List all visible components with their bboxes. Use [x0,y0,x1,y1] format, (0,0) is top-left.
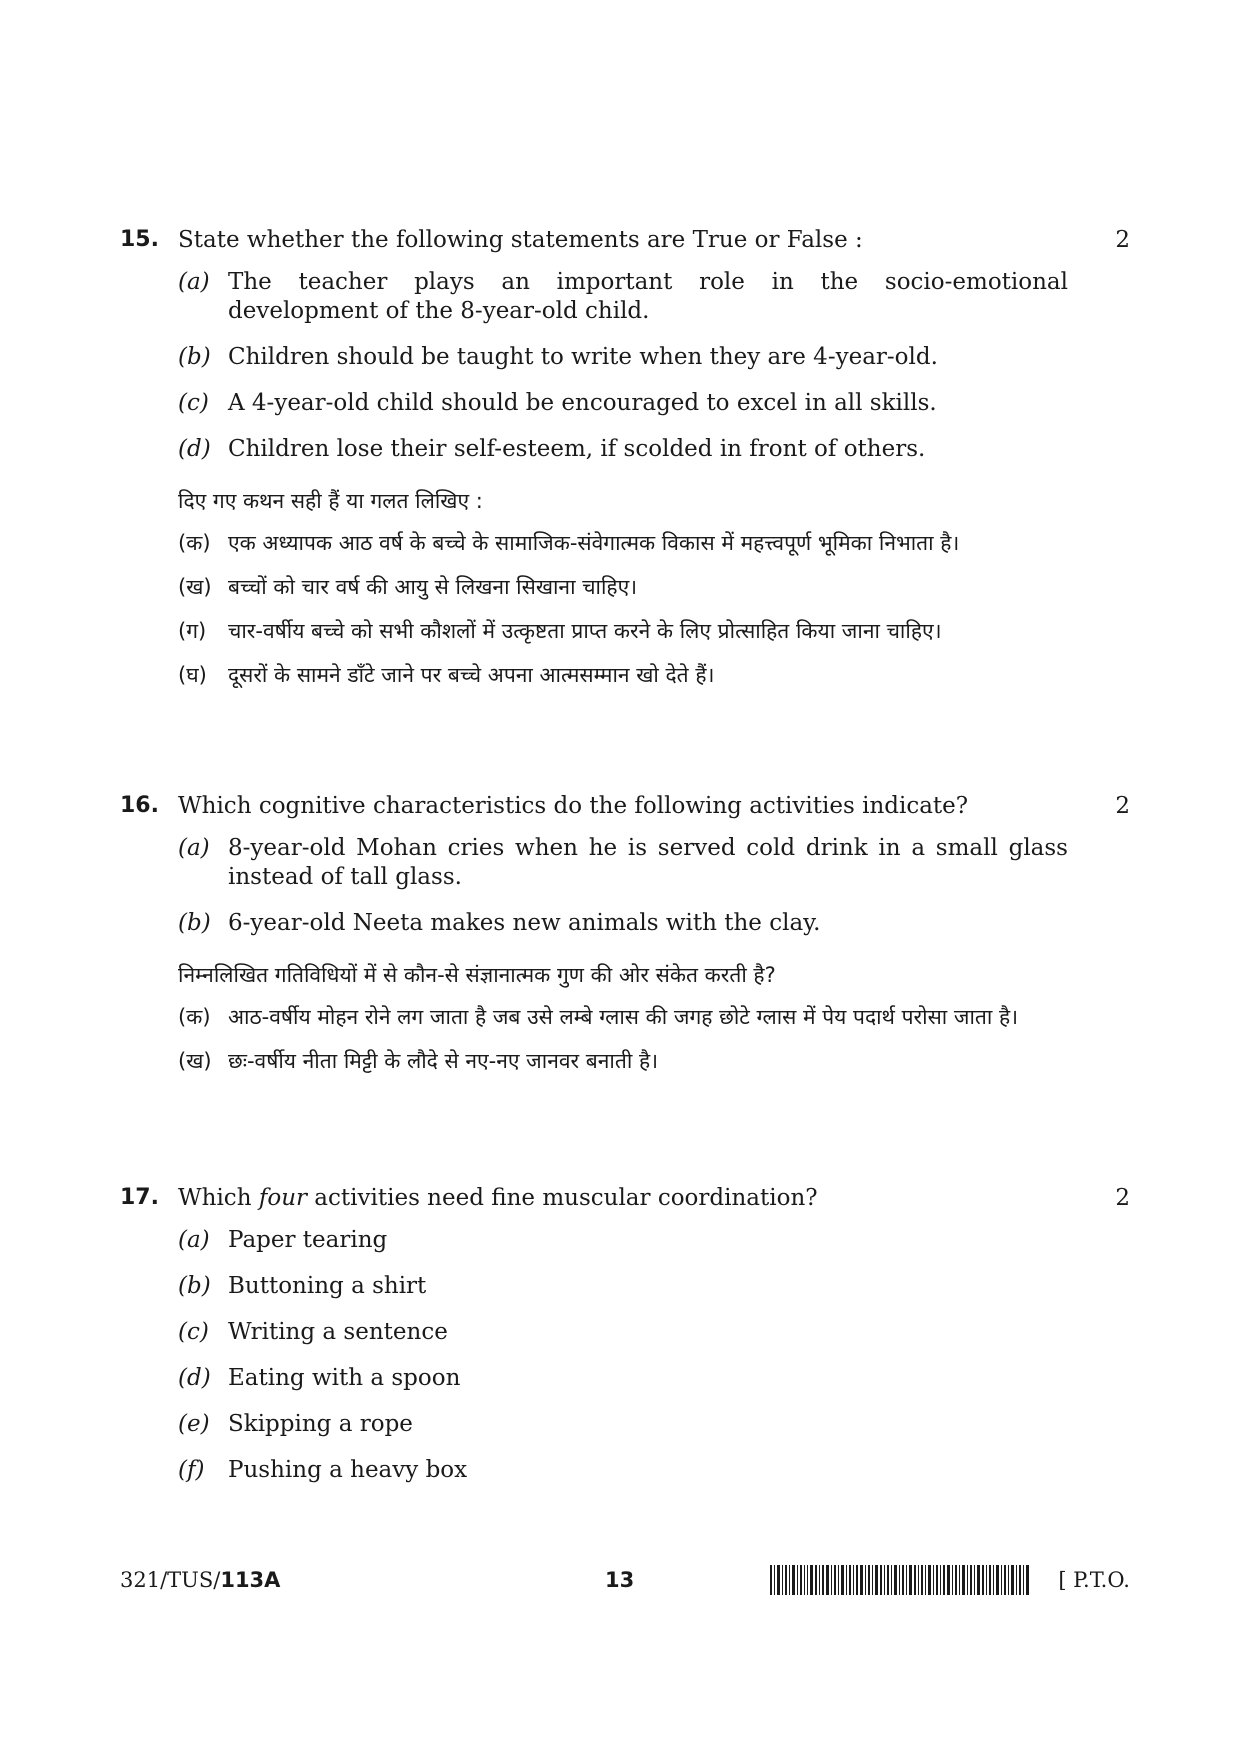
question-16 [120,788,1130,1078]
hindi-question-text: दिए गए कथन सही हैं या गलत लिखिए : [178,489,483,513]
option-text: एक अध्यापक आठ वर्ष के बच्चे के सामाजिक-संवेगात्मक विकास में महत्त्वपूर्ण भूमिका निभाता है। [228,531,960,555]
option-item [120,1410,1068,1439]
option-label: (b) [178,910,211,936]
option-text: चार-वर्षीय बच्चे को सभी कौशलों में उत्कृष्टता प्राप्त करने के लिए प्रोत्साहित किया जाना चाहिए। [228,619,942,643]
option-item [120,389,1068,418]
option-text: आठ-वर्षीय मोहन रोने लग जाता है जब उसे लम्बे ग्लास की जगह छोटे ग्लास में पेय पदार्थ परोसा जाता है। [228,1005,1019,1029]
option-label: (d) [178,1365,211,1391]
question-text-end: activities need fine muscular coordination? [307,1185,818,1211]
english-options [120,268,1130,464]
option-label: (ख) [178,1049,212,1073]
option-text: Children should be taught to write when they are 4-year-old. [228,344,938,370]
option-label: (d) [178,436,211,462]
question-text [178,1180,818,1216]
page-number: 13 [605,1568,635,1592]
option-text: बच्चों को चार वर्ष की आयु से लिखना सिखाना चाहिए। [228,575,638,599]
hindi-option-item [120,526,1068,560]
option-label: (क) [178,531,211,555]
question-number: 17. [120,1185,159,1210]
option-label: (a) [178,835,210,861]
option-label: (b) [178,1273,211,1299]
option-label: (ख) [178,575,212,599]
option-label: (e) [178,1411,210,1437]
question-marks: 2 [1115,1185,1130,1211]
hindi-option-item [120,614,1068,648]
hindi-options [120,1000,1130,1078]
question-text-start: Which [178,1185,259,1211]
hindi-option-item [120,570,1068,604]
question-marks: 2 [1115,793,1130,819]
option-label: (घ) [178,663,207,687]
option-label: (a) [178,1227,210,1253]
please-turn-over: [ P.T.O. [1058,1568,1130,1592]
question-text: Which cognitive characteristics do the following activities indicate? [178,793,969,819]
question-17 [120,1180,1130,1485]
english-options [120,1226,1130,1485]
option-label: (क) [178,1005,211,1029]
option-text: Writing a sentence [228,1319,448,1345]
paper-code-bold: 113A [220,1568,281,1592]
option-text: Buttoning a shirt [228,1273,427,1299]
option-text: 8-year-old Mohan cries when he is served cold drink in a small glass instead of tall glass. [228,835,1068,890]
hindi-option-item [120,658,1068,692]
option-label: (f) [178,1457,205,1483]
option-item [120,1226,1068,1255]
option-text: दूसरों के सामने डाँटे जाने पर बच्चे अपना आत्मसम्मान खो देते हैं। [228,663,715,687]
question-15 [120,222,1130,692]
option-item [120,435,1068,464]
option-text: छः-वर्षीय नीता मिट्टी के लौदे से नए-नए जानवर बनाती है। [228,1049,659,1073]
option-item [120,834,1068,892]
question-header [120,222,1130,258]
option-item [120,1456,1068,1485]
question-text-emphasis: four [258,1185,307,1211]
hindi-option-item [120,1000,1068,1034]
option-label: (c) [178,1319,209,1345]
option-label: (ग) [178,619,207,643]
option-item [120,1318,1068,1347]
option-text: Skipping a rope [228,1411,413,1437]
option-item [120,343,1068,372]
hindi-options [120,526,1130,692]
barcode-icon [770,1565,1030,1595]
question-marks: 2 [1115,227,1130,253]
question-header [120,788,1130,824]
question-header [120,1180,1130,1216]
hindi-option-item [120,1044,1068,1078]
paper-code [120,1560,280,1600]
english-options [120,834,1130,938]
option-text: A 4-year-old child should be encouraged to excel in all skills. [228,390,937,416]
page-footer [120,1560,1130,1600]
paper-code-prefix: 321/TUS/ [120,1568,221,1592]
option-label: (b) [178,344,211,370]
option-text: Eating with a spoon [228,1365,461,1391]
option-text: Pushing a heavy box [228,1457,468,1483]
option-text: The teacher plays an important role in the socio-emotional development of the 8-year-old child. [228,269,1068,324]
option-item [120,909,1068,938]
option-item [120,1272,1068,1301]
option-label: (c) [178,390,209,416]
hindi-question-text: निम्नलिखित गतिविधियों में से कौन-से संज्ञानात्मक गुण की ओर संकेत करती है? [178,963,776,987]
option-label: (a) [178,269,210,295]
option-item [120,1364,1068,1393]
question-number: 16. [120,793,159,818]
option-item [120,268,1068,326]
question-number: 15. [120,227,159,252]
option-text: Children lose their self-esteem, if scolded in front of others. [228,436,926,462]
option-text: 6-year-old Neeta makes new animals with the clay. [228,910,821,936]
option-text: Paper tearing [228,1227,388,1253]
question-text: State whether the following statements are True or False : [178,227,863,253]
